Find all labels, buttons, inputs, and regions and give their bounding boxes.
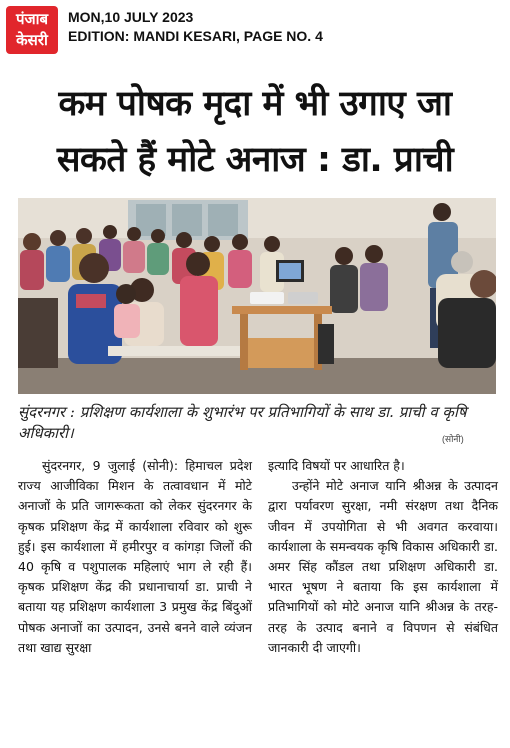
headline-line-2: सकते हैं मोटे अनाज : डा. प्राची: [56, 140, 454, 180]
masthead: [0, 0, 510, 60]
newspaper-logo: [6, 6, 58, 54]
logo-line-1: पंजाब: [15, 10, 49, 28]
photo-caption: सुंदरनगर : प्रशिक्षण कार्यशाला के शुभारंभ पर प्रतिभागियों के साथ डा. प्राची व कृषि अधिकारी।: [18, 403, 467, 442]
article-column-left: [18, 456, 252, 658]
article-paragraph: सुंदरनगर, 9 जुलाई (सोनी): हिमाचल प्रदेश राज्य आजीविका मिशन के तत्वावधान में मोटे अनाजों के प्रति जागरूकता को लेकर सुंदरनगर के कृषक प्रशिक्षण केंद्र में कार्यशाला रविवार को शुरू हुई। इस कार्यशाला में हमीरपुर व कांगड़ा जिलों की 40 कृषि व पशुपालक महिलाएं भाग ले रही हैं। कृषक प्रशिक्षण केंद्र की प्रधानाचार्या डा. प्राची ने बताया यह प्रशिक्षण कार्यशाला 3 प्रमुख केंद्र बिंदुओं पोषक अनाजों का उत्पादन, उनसे बनने वाले व्यंजन तथा खाद्य सुरक्षा: [18, 458, 252, 655]
publication-date: MON,10 JULY 2023: [68, 9, 194, 25]
edition-meta: [68, 8, 323, 46]
photo-credit: (सोनी): [442, 434, 464, 444]
logo-line-2: केसरी: [16, 31, 48, 49]
edition-info: EDITION: MANDI KESARI, PAGE NO. 4: [68, 28, 323, 44]
article-column-right: [268, 456, 498, 658]
article-paragraph: उन्होंने मोटे अनाज यानि श्रीअन्न के उत्पादन द्वारा पर्यावरण सुरक्षा, नमी संरक्षण तथा दैनिक जीवन में उपयोगिता से भी अवगत करवाया। कार्यशाला के समन्वयक कृषि विकास अधिकारी डा. अमर सिंह कौंडल तथा प्रशिक्षण अधिकारी डा. भारत भूषण ने बताया कि इस कार्यशाला में प्रतिभागियों को मोटे अनाज यानि श्रीअन्न के तरह-तरह के उत्पाद बनाने व विपणन से संबंधित जानकारी दी जाएगी।: [268, 478, 498, 655]
article-photo: [18, 198, 496, 394]
article-paragraph: इत्यादि विषयों पर आधारित है।: [268, 458, 405, 473]
article-headline: [0, 76, 510, 188]
headline-line-1: कम पोषक मृदा में भी उगाए जा: [58, 84, 452, 124]
